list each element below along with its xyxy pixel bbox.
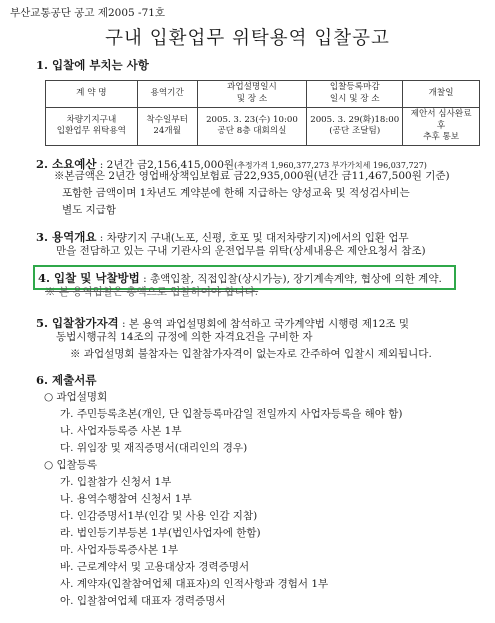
table-cell: 2005. 3. 29(화)18:00 (공단 조달팀) bbox=[307, 108, 403, 146]
section-3-label: 3. 용역개요 bbox=[36, 230, 97, 244]
eligibility: : 본 용역 과업설명회에 참석하고 국가계약법 시행령 제12조 및 bbox=[118, 318, 410, 330]
table-cell: 제안서 심사완료 후 추후 통보 bbox=[403, 108, 480, 146]
list-item: 다. 인감증명서1부(인감 및 사용 인감 지참) bbox=[60, 510, 258, 522]
list-item: 라. 법인등기부등본 1부(법인사업자에 한함) bbox=[60, 527, 261, 539]
struck-note: ※ 본 용역입찰은 총액으로 입찰하여야 합니다. bbox=[45, 286, 259, 298]
table-cell: 2005. 3. 23(수) 10:00 공단 8층 대회의실 bbox=[197, 108, 307, 146]
budget-note-line: 포함한 금액이며 1차년도 계약분에 한해 지급하는 양성교육 및 적성검사비는 bbox=[62, 187, 410, 199]
list-item: 바. 근로계약서 및 고용대상자 경력증명서 bbox=[60, 561, 250, 573]
group-registration-title: ○ 입찰등록 bbox=[44, 459, 98, 471]
page-title: 구내 입환업무 위탁용역 입찰공고 bbox=[105, 28, 390, 49]
list-item: 나. 사업자등록증 사본 1부 bbox=[60, 425, 182, 437]
table-header-cell: 계 약 명 bbox=[46, 81, 138, 108]
section-6-heading: 6. 제출서류 bbox=[36, 373, 97, 387]
budget-breakdown: (추정가격 1,960,377,273 부가가치세 196,037,727) bbox=[234, 161, 427, 170]
section-4-label: 4. 입찰 및 낙찰방법 bbox=[38, 271, 140, 285]
table-cell: 차량기지구내 입환업무 위탁용역 bbox=[46, 108, 138, 146]
list-item: 가. 입찰참가 신청서 1부 bbox=[60, 476, 172, 488]
list-item: 마. 사업자등록증사본 1부 bbox=[60, 544, 179, 556]
table-cell: 착수일부터 24개월 bbox=[137, 108, 197, 146]
list-item: 가. 주민등록초본(개인, 단 입찰등록마감일 전일까지 사업자등록을 해야 함) bbox=[60, 408, 403, 420]
list-item: 다. 위임장 및 재직증명서(대리인의 경우) bbox=[60, 442, 248, 454]
eligibility-note: ※ 과업설명회 불참자는 입찰참가자격이 없는자로 간주하여 입찰시 제외됩니다. bbox=[70, 348, 432, 360]
table-header-row bbox=[46, 81, 480, 108]
list-item: 나. 용역수행참여 신청서 1부 bbox=[60, 493, 192, 505]
section-5-label: 5. 입찰참가자격 bbox=[36, 316, 119, 330]
table-row bbox=[46, 108, 480, 146]
section-1-heading: 1. 입찰에 부치는 사항 bbox=[36, 58, 149, 72]
section-2-label: 2. 소요예산 bbox=[36, 157, 97, 171]
budget-amount: : 2년간 금2,156,415,000원 bbox=[96, 159, 235, 171]
table-header-cell: 입찰등록마감 일시 및 장 소 bbox=[307, 81, 403, 108]
table-header-cell: 용역기간 bbox=[137, 81, 197, 108]
budget-note-line: ※본금액은 2년간 영업배상책임보험료 금22,935,000원(년간 금11,467,500원 기준) bbox=[54, 170, 450, 182]
table-header-cell: 개찰일 bbox=[403, 81, 480, 108]
notice-number: 부산교통공단 공고 제2005 -71호 bbox=[10, 7, 166, 19]
service-overview: : 차량기지 구내(노포, 신평, 호포 및 대저차량기지)에서의 입환 업무 bbox=[96, 232, 409, 244]
list-item: 사. 계약자(입찰참여업체 대표자)의 인적사항과 경험서 1부 bbox=[60, 578, 329, 590]
bid-table bbox=[45, 80, 480, 146]
service-overview-cont: 만을 전담하고 있는 구내 기관사의 운전업무를 위탁(상세내용은 제안요청서 참조) bbox=[56, 245, 426, 257]
budget-note-line: 별도 지급함 bbox=[62, 204, 117, 216]
bid-method: : 총액입찰, 직접입찰(상시가능), 장기계속계약, 협상에 의한 계약. bbox=[139, 273, 442, 285]
group-briefing-title: ○ 과업설명회 bbox=[44, 391, 108, 403]
eligibility-cont: 동법시행규칙 14조의 규정에 의한 자격요건을 구비한 자 bbox=[56, 331, 313, 343]
table-header-cell: 과업설명일시 및 장 소 bbox=[197, 81, 307, 108]
list-item: 아. 입찰참여업체 대표자 경력증명서 bbox=[60, 595, 226, 607]
